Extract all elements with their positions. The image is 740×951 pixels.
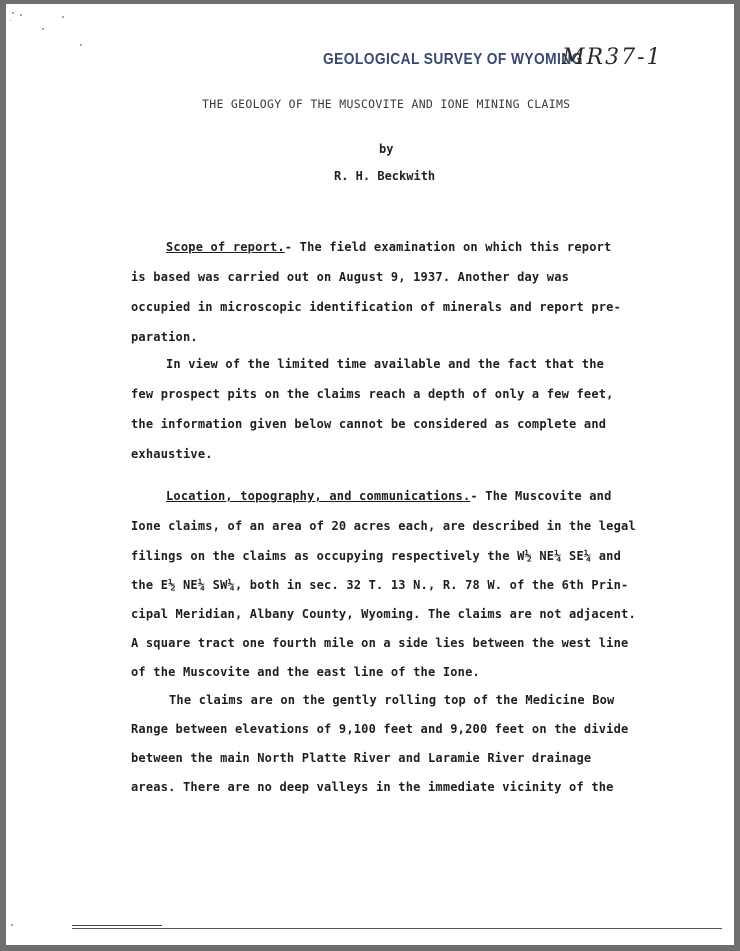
scan-speck [11, 924, 13, 926]
author-name: R. H. Beckwith [334, 169, 436, 183]
byline: by [379, 142, 394, 156]
scope-line-1 [166, 240, 611, 254]
scope-line-3: occupied in microscopic identification of minerals and report pre- [131, 300, 622, 314]
survey-stamp: GEOLOGICAL SURVEY OF WYOMING [323, 51, 583, 68]
location-heading: Location, topography, and communications. [166, 489, 471, 503]
claims-line-1: The claims are on the gently rolling top of the Medicine Bow [169, 693, 615, 707]
claims-line-4: areas. There are no deep valleys in the immediate vicinity of the [131, 780, 614, 794]
scope-text-1: - The field examination on which this report [284, 240, 612, 254]
claims-line-3: between the main North Platte River and Laramie River drainage [131, 751, 592, 765]
view-line-1: In view of the limited time available and the fact that the [166, 357, 605, 371]
location-line-3: filings on the claims as occupying respectively the W½ NE¼ SE¼ and [131, 549, 622, 563]
scan-speck [62, 16, 64, 18]
location-line-2: Ione claims, of an area of 20 acres each, are described in the legal [131, 519, 636, 533]
view-line-4: exhaustive. [131, 447, 213, 461]
scope-line-2: is based was carried out on August 9, 1937. Another day was [131, 270, 570, 284]
bottom-rule [72, 928, 722, 929]
document-title: THE GEOLOGY OF THE MUSCOVITE AND IONE MINING CLAIMS [202, 97, 571, 111]
location-line-5: cipal Meridian, Albany County, Wyoming. The claims are not adjacent. [131, 607, 636, 621]
location-line-7: of the Muscovite and the east line of the Ione. [131, 665, 480, 679]
claims-line-2: Range between elevations of 9,100 feet and 9,200 feet on the divide [131, 722, 629, 736]
location-line-4: the E½ NE¼ SW¼, both in sec. 32 T. 13 N., R. 78 W. of the 6th Prin- [131, 578, 629, 592]
document-page [6, 4, 734, 945]
location-line-1 [166, 489, 612, 503]
scan-speck [10, 20, 11, 21]
location-line-6: A square tract one fourth mile on a side lies between the west line [131, 636, 629, 650]
scan-speck [20, 14, 22, 16]
scope-heading: Scope of report. [166, 240, 285, 254]
scan-speck [42, 28, 44, 30]
view-line-2: few prospect pits on the claims reach a depth of only a few feet, [131, 387, 614, 401]
location-text-1: - The Muscovite and [470, 489, 612, 503]
scan-speck [80, 44, 82, 46]
scope-line-4: paration. [131, 330, 198, 344]
view-line-3: the information given below cannot be considered as complete and [131, 417, 607, 431]
scan-edge-mark [72, 925, 162, 926]
handwritten-reference: MR37-1 [562, 45, 663, 70]
scan-speck [12, 12, 14, 14]
